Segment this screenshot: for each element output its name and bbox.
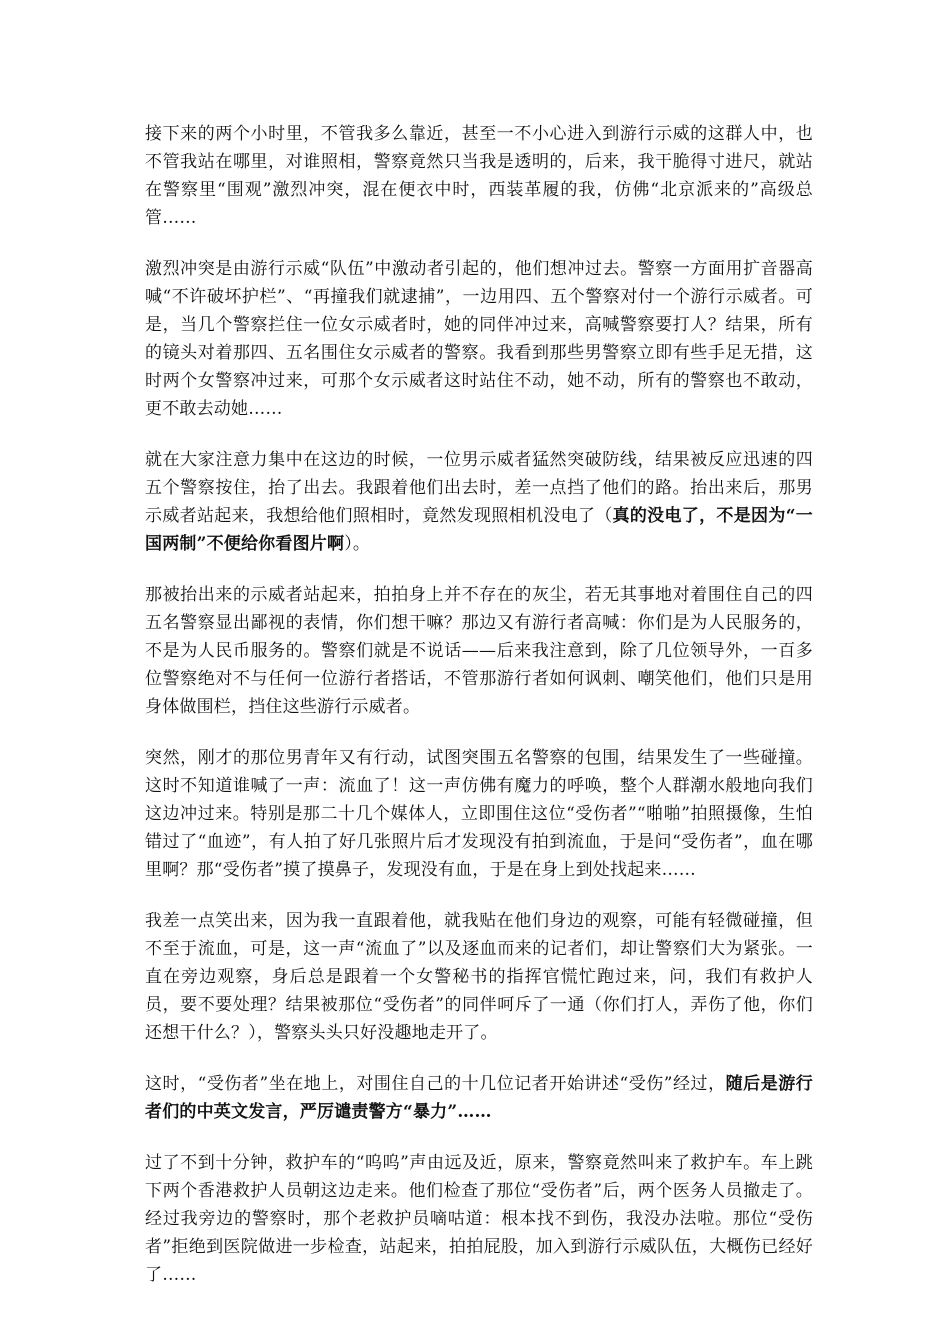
paragraph-6 (145, 907, 813, 1047)
paragraph-1 (145, 120, 813, 232)
paragraph-6-text: 我差一点笑出来，因为我一直跟着他，就我贴在他们身边的观察，可能有轻微碰撞，但不至于流血，可是，这一声“流血了”以及逐血而来的记者们，却让警察们大为紧张。一直在旁边观察，身后总是跟着一个女警秘书的指挥官慌忙跑过来，问，我们有救护人员，要不要处理？结果被那位“受伤者”的同伴呵斥了一通（你们打人，弄伤了他，你们还想干什么？），警察头头只好没趣地走开了。 (145, 911, 813, 1043)
paragraph-4 (145, 581, 813, 721)
paragraph-8 (145, 1149, 813, 1289)
paragraph-1-text: 接下来的两个小时里，不管我多么靠近，甚至一不小心进入到游行示威的这群人中，也不管我站在哪里，对谁照相，警察竟然只当我是透明的，后来，我干脆得寸进尺，就站在警察里“围观”激烈冲突，混在便衣中时，西装革履的我，仿佛“北京派来的”高级总管…… (145, 124, 813, 228)
document-body (145, 120, 813, 1312)
paragraph-5 (145, 744, 813, 884)
paragraph-3-text: 就在大家注意力集中在这边的时候，一位男示威者猛然突破防线，结果被反应迅速的四五个警察按住，抬了出去。我跟着他们出去时，差一点挡了他们的路。抬出来后，那男示威者站起来，我想给他们照相时，竟然发现照相机没电了（ (145, 450, 813, 526)
paragraph-2 (145, 255, 813, 423)
paragraph-2-text: 激烈冲突是由游行示威“队伍”中激动者引起的，他们想冲过去。警察一方面用扩音器高喊“不许破坏护栏”、“再撞我们就逮捕”，一边用四、五个警察对付一个游行示威者。可是，当几个警察拦住一位女示威者时，她的同伴冲过来，高喊警察要打人？结果，所有的镜头对着那四、五名围住女示威者的警察。我看到那些男警察立即有些手足无措，这时两个女警察冲过来，可那个女示威者这时站住不动，她不动，所有的警察也不敢动，更不敢去动她…… (145, 259, 813, 419)
paragraph-7 (145, 1070, 813, 1126)
paragraph-8-text: 过了不到十分钟，救护车的“呜呜”声由远及近，原来，警察竟然叫来了救护车。车上跳下两个香港救护人员朝这边走来。他们检查了那位“受伤者”后，两个医务人员撤走了。经过我旁边的警察时，那个老救护员嘀咕道：根本找不到伤，我没办法啦。那位“受伤者”拒绝到医院做进一步检查，站起来，拍拍屁股，加入到游行示威队伍，大概伤已经好了…… (145, 1153, 813, 1285)
paragraph-7-text: 这时，“受伤者”坐在地上，对围住自己的十几位记者开始讲述“受伤”经过， (145, 1074, 726, 1094)
paragraph-7-bold-text: 随后是游行者们的中英文发言，严厉谴责警方“暴力”…… (145, 1074, 813, 1122)
paragraph-4-text: 那被抬出来的示威者站起来，拍拍身上并不存在的灰尘，若无其事地对着围住自己的四五名警察显出鄙视的表情，你们想干嘛？那边又有游行者高喊：你们是为人民服务的，不是为人民币服务的。警察们就是不说话——后来我注意到，除了几位领导外，一百多位警察绝对不与任何一位游行者搭话，不管那游行者如何讽刺、嘲笑他们，他们只是用身体做围栏，挡住这些游行示威者。 (145, 585, 813, 717)
paragraph-5-text: 突然，刚才的那位男青年又有行动，试图突围五名警察的包围，结果发生了一些碰撞。这时不知道谁喊了一声：流血了！这一声仿佛有魔力的呼唤，整个人群潮水般地向我们这边冲过来。特别是那二十几个媒体人，立即围住这位“受伤者”“啪啪”拍照摄像，生怕错过了“血迹”，有人拍了好几张照片后才发现没有拍到流血，于是问“受伤者”，血在哪里啊？那“受伤者”摸了摸鼻子，发现没有血，于是在身上到处找起来…… (145, 748, 813, 880)
paragraph-3-text-end: ）。 (344, 534, 371, 554)
paragraph-3-bold-text: 真的没电了，不是因为“一国两制”不便给你看图片啊 (145, 506, 813, 554)
paragraph-3 (145, 446, 813, 558)
